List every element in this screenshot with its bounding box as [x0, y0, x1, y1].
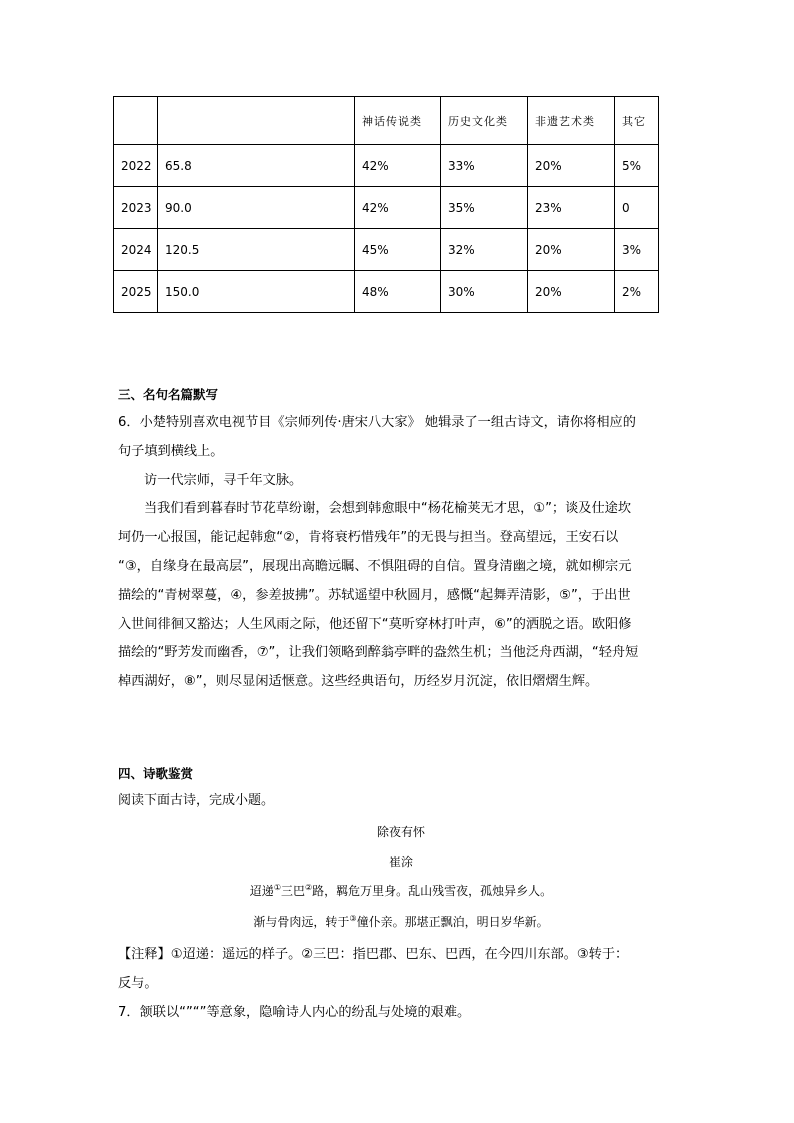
- table-cell: 90.0: [158, 187, 355, 229]
- section-3-heading: 三、名句名篇默写: [118, 387, 219, 402]
- table-cell: 30%: [441, 271, 528, 313]
- table-cell: 2022: [114, 145, 158, 187]
- poem-author: 崔涂: [388, 855, 413, 869]
- table-cell: 20%: [528, 145, 615, 187]
- table-cell: 120.5: [158, 229, 355, 271]
- table-cell: 2025: [114, 271, 158, 313]
- passage-line: 棹西湖好，⑧”，则尽显闲适惬意。这些经典语句，历经岁月沉淀，依旧熠熠生辉。: [118, 674, 599, 690]
- table-cell: 0: [615, 187, 659, 229]
- table-cell: 23%: [528, 187, 615, 229]
- table-cell: 20%: [528, 271, 615, 313]
- table-cell: 3%: [615, 229, 659, 271]
- table-cell: 2%: [615, 271, 659, 313]
- poem-title: 除夜有怀: [376, 825, 425, 839]
- table-cell: 35%: [441, 187, 528, 229]
- passage-line: 描绘的“野芳发而幽香，⑦”，让我们领略到醉翁亭畔的盎然生机；当他泛舟西湖，“轻舟短: [118, 645, 639, 661]
- passage-line: 坷仍一心报国，能记起韩愈“②，肯将衰朽惜残年”的无畏与担当。登高望远，王安石以: [118, 530, 619, 546]
- note-line: 反与。: [118, 975, 158, 991]
- header-cell-year: [114, 97, 158, 145]
- table-cell: 48%: [355, 271, 441, 313]
- header-cell-heritage: 非遗艺术类: [528, 97, 615, 145]
- poem-line-2: 渐与骨肉远，转于③僮仆亲。那堪正飘泊，明日岁华新。: [253, 914, 549, 929]
- table-cell: 2024: [114, 229, 158, 271]
- table-row: [114, 229, 659, 271]
- question-6: [118, 409, 684, 697]
- reading-instruction: 阅读下面古诗，完成小题。: [118, 793, 275, 808]
- header-cell-history: 历史文化类: [441, 97, 528, 145]
- statistics-table: [113, 96, 659, 313]
- table-cell: 45%: [355, 229, 441, 271]
- passage-line: 当我们看到暮春时节花草纷谢，会想到韩愈眼中“杨花榆荚无才思，①”；谈及仕途坎: [144, 501, 632, 517]
- table-cell: 150.0: [158, 271, 355, 313]
- header-cell-myth: 神话传说类: [355, 97, 441, 145]
- passage-intro: 访一代宗师，寻千年文脉。: [144, 472, 303, 488]
- table-cell: 65.8: [158, 145, 355, 187]
- section-4-heading: 四、诗歌鉴赏: [118, 766, 194, 781]
- header-cell-other: 其它: [615, 97, 659, 145]
- table-row: [114, 145, 659, 187]
- note-line: 【注释】①迢递：遥远的样子。②三巴：指巴郡、巴东、巴西，在今四川东部。③转于：: [118, 947, 629, 962]
- table-cell: 2023: [114, 187, 158, 229]
- table-row: [114, 271, 659, 313]
- poem-line-1: 迢递①三巴②路，羁危万里身。乱山残雪夜，孤烛异乡人。: [249, 883, 553, 898]
- table-cell: 42%: [355, 187, 441, 229]
- table-cell: 32%: [441, 229, 528, 271]
- table-cell: 20%: [528, 229, 615, 271]
- question-7: 7．颔联以“”“”等意象，隐喻诗人内心的纷乱与处境的艰难。: [118, 1004, 471, 1020]
- passage-line: 描绘的“青树翠蔓，④，参差披拂”。苏轼遥望中秋圆月，感慨“起舞弄清影，⑤”，于出世: [118, 587, 631, 603]
- poem-notes: [118, 941, 684, 1027]
- table-cell: 42%: [355, 145, 441, 187]
- table-cell: 33%: [441, 145, 528, 187]
- passage-line: “③，自缘身在最高层”，展现出高瞻远瞩、不惧阻碍的自信。置身清幽之境，就如柳宗元: [118, 558, 632, 574]
- passage-line: 入世间徘徊又豁达；人生风雨之际，他还留下“莫听穿林打叶声，⑥”的洒脱之语。欧阳修: [118, 616, 632, 632]
- table-row: [114, 187, 659, 229]
- question-6-line: 句子填到横线上。: [118, 443, 224, 459]
- question-6-line: 6．小楚特别喜欢电视节目《宗师列传·唐宋八大家》 她辑录了一组古诗文，请你将相应的: [118, 415, 636, 430]
- header-cell-total: [158, 97, 355, 145]
- table-cell: 5%: [615, 145, 659, 187]
- table-header-row: [114, 97, 659, 145]
